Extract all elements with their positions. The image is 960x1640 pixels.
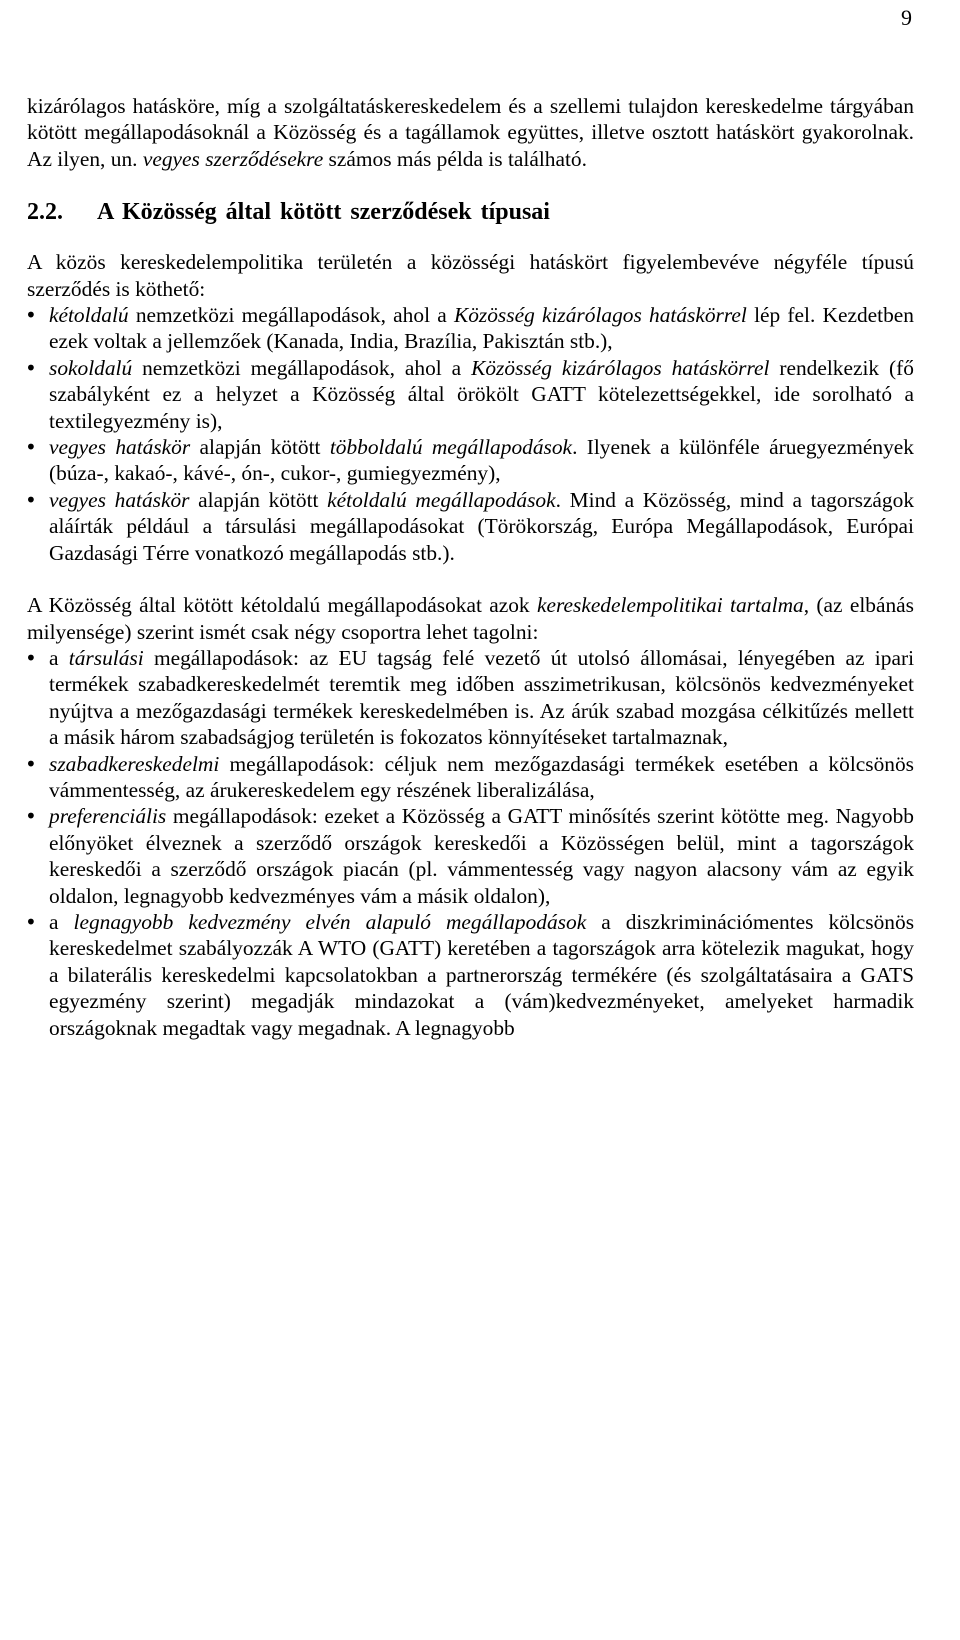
text-run: lép fel. Kezdetben ezek voltak a jellemzőek (Kanada, India, Brazília, Pakisztán stb.), [49, 303, 914, 354]
list-item [27, 434, 914, 487]
text-run: a diszkriminációmentes kölcsönös kereskedelmet szabályozzák A WTO (GATT) keretében a tagországok arra kötelezik magukat, hogy a bilaterális kereskedelmi kapcsolatokban a partnerország termékére (és szolgáltatásaira a GATS egyezmény szerint) megadják mindazokat a (vám)kedvezményeket, amelyeket harmadik országoknak megadtak vagy megadnak. A legnagyobb [49, 909, 915, 1040]
italic-term: vegyes hatáskör [49, 435, 191, 460]
italic-term: társulási [68, 645, 144, 670]
text-run: rendelkezik (fő szabályként ez a helyzet a Közösség által örökölt GATT kötelezettségekkel, ide sorolható a textilegyezmény is), [49, 355, 915, 433]
list-item [27, 909, 914, 1041]
list-item [27, 803, 914, 909]
italic-term: kétoldalú megállapodások [327, 487, 556, 512]
paragraph-types-intro: A közös kereskedelempolitika területén a közösségi hatáskört figyelembevéve négyféle típusú szerződés is köthető: [27, 250, 914, 301]
text-run: . Ilyenek a különféle áruegyezmények (búza-, kakaó-, kávé-, ón-, cukor-, gumiegyezmény), [49, 435, 914, 486]
text-run: . Mind a Közösség, mind a tagországok aláírták például a társulási megállapodásokat (Törökország, Európa Megállapodások, Európai Gazdasági Térre vonatkozó megállapodás stb.). [49, 487, 915, 565]
italic-term: vegyes szerződésekre [142, 146, 324, 171]
italic-term: kereskedelempolitikai tartalma [536, 593, 804, 618]
text-run: nemzetközi megállapodások, ahol a [128, 303, 454, 328]
italic-term: Közösség kizárólagos hatáskörrel [471, 355, 770, 380]
text-run: alapján kötött [189, 487, 328, 512]
text-run: kizárólagos hatásköre, míg a szolgáltatáskereskedelem és a szellemi tulajdon kereskedelme tárgyában kötött megállapodásoknál a Közösség és a tagállamok együttes, illetve osztott hatáskört gyakorolnak. Az ilyen, un. [27, 94, 914, 171]
italic-term: kétoldalú [49, 303, 129, 328]
section-number: 2.2. [27, 199, 63, 226]
italic-term: többoldalú megállapodások [329, 435, 573, 460]
list-item [27, 355, 914, 434]
text-run: számos más példa is található. [323, 146, 587, 171]
section-heading [27, 197, 914, 227]
text-run: , (az elbánás milyensége) szerint ismét csak négy csoportra lehet tagolni: [27, 593, 915, 644]
page-content [27, 93, 914, 1041]
text-run: A Közösség által kötött kétoldalú megállapodásokat azok [27, 593, 537, 618]
text-run: megállapodások: céljuk nem mezőgazdasági termékek esetében a kölcsönös vámmentesség, az árukereskedelem egy részének liberalizálása, [49, 751, 914, 802]
text-run: nemzetközi megállapodások, ahol a [132, 355, 472, 380]
list-item [27, 487, 914, 566]
section-title: A Közösség által kötött szerződések típusai [97, 199, 550, 226]
text-run: a [49, 909, 74, 934]
text-run: megállapodások: az EU tagság felé vezető út utolsó állomásai, lényegében az ipari termékek szabadkereskedelmét teremtik meg időben asszimetrikusan, kölcsönös kedvezményeket nyújtva a mezőgazdasági termékek kereskedelmében is. Az árúk szabad mozgása célkitűzés mellett a másik három szabadságjog területén is fokozatos könnyítéseket tartalmaznak, [49, 645, 915, 750]
italic-term: Közösség kizárólagos hatáskörrel [453, 303, 747, 328]
italic-term: preferenciális [49, 804, 167, 829]
italic-term: legnagyobb kedvezmény elvén alapuló megállapodások [73, 909, 587, 934]
contract-types-list [27, 302, 914, 566]
paragraph-bilateral-groups [27, 592, 914, 645]
italic-term: szabadkereskedelmi [49, 751, 220, 776]
text-run: alapján kötött [190, 435, 330, 460]
text-run: a [49, 645, 69, 670]
paragraph-intro-continuation [27, 93, 914, 172]
page-number: 9 [901, 5, 912, 30]
italic-term: sokoldalú [49, 355, 133, 380]
list-item [27, 751, 914, 804]
list-item [27, 302, 914, 355]
bilateral-agreement-groups-list [27, 645, 914, 1041]
list-item [27, 645, 914, 751]
italic-term: vegyes hatáskör [49, 487, 190, 512]
text-run: megállapodások: ezeket a Közösség a GATT minősítés szerint kötötte meg. Nagyobb előnyöket élveznek a szerződő országok kereskedői a Közösségen belül, mint a tagországok kereskedői a szerződő országok piacán (pl. vámmentesség vagy nagyon alacsony vám az egyik oldalon, legnagyobb kedvezményes vám a másik oldalon), [49, 804, 914, 908]
